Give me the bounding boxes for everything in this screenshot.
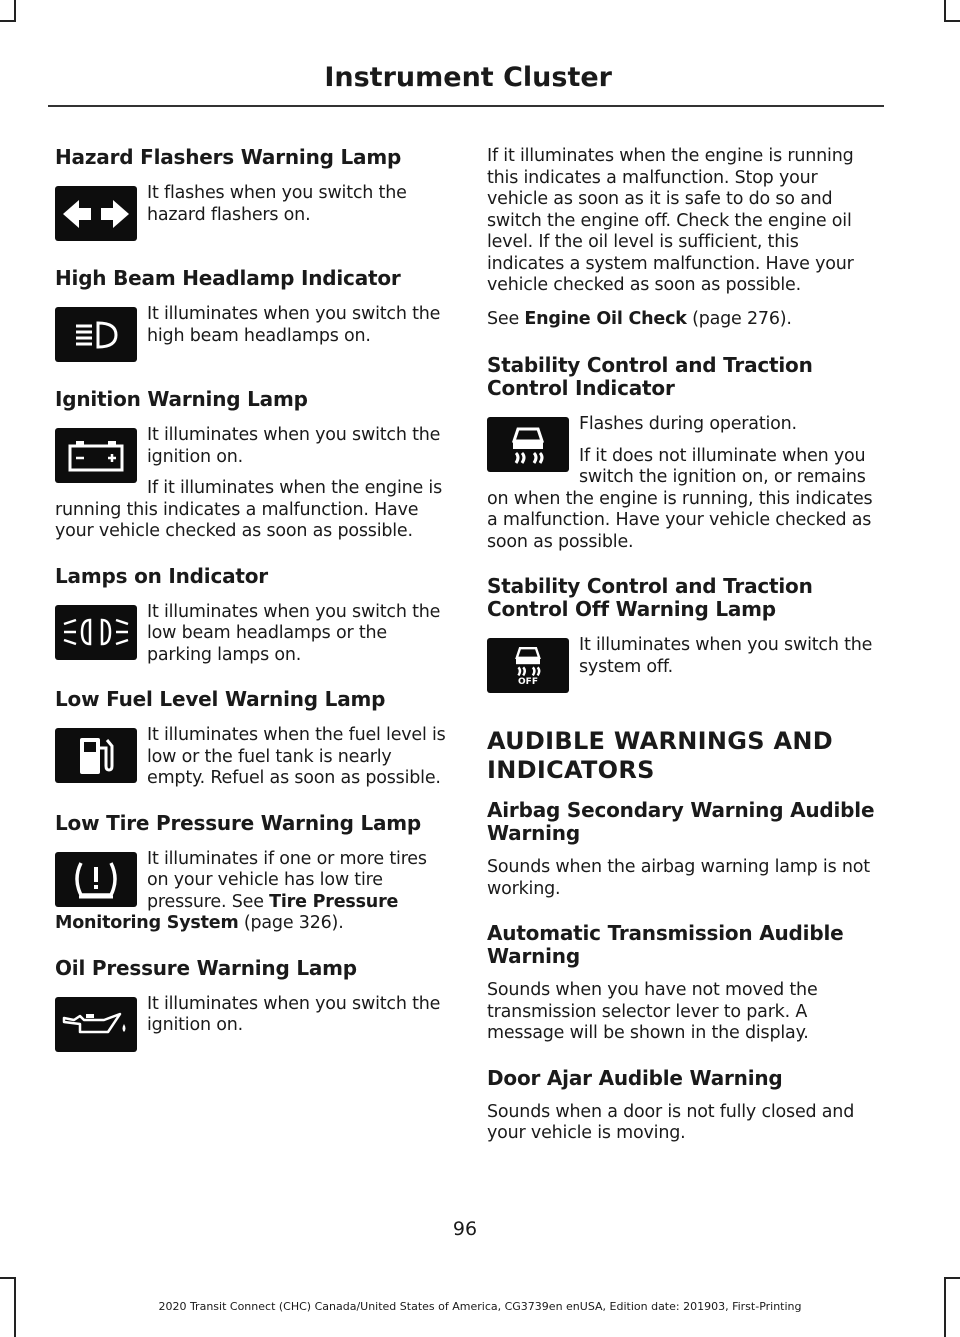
section-heading: Low Tire Pressure Warning Lamp xyxy=(55,810,422,835)
oil-can-icon xyxy=(55,997,137,1052)
section-heading: High Beam Headlamp Indicator xyxy=(55,266,401,290)
stability-control-icon xyxy=(487,417,569,472)
hazard-flashers-icon xyxy=(55,186,137,241)
section-heading: Lamps on Indicator xyxy=(55,563,268,588)
section-lamps-on: Lamps on Indicator It illuminates when you switch the low beam headlamps or the parking lamps on. xyxy=(55,565,447,667)
off-label: OFF xyxy=(518,676,538,687)
section-title: AUDIBLE WARNINGS AND INDICATORS xyxy=(487,727,833,784)
lamps-on-icon xyxy=(55,605,137,660)
section-low-fuel: Low Fuel Level Warning Lamp It illuminates when the fuel level is low or the fuel tank is nearly empty. Refuel as soon as possible. xyxy=(55,687,446,788)
left-column xyxy=(55,146,447,1078)
right-column: If it illuminates when the engine is running this indicates a malfunction. Stop your vehicle as soon as it is safe to do so and switch the engine off. Check the engine oil level. If the oil level is sufficient, this indicates a system malfunction. Have your vehicle checked as soon as possible. See Engine Oil Check (page 276). Stability Control and Traction Control Indicator Flashes during operation. If it does not illuminate when you switch the ignition on, or remains on when the engine is running, this indicates a malfunction. Have your vehicle checked as soon as possible. Stability Control and Traction Control Off Warning Lamp OFF It illuminates when you switch the system off. AUDIBLE WARNINGS AND INDICATORS Airbag Secondary Warning Audible Warning Sounds when the airbag warning lamp is not working. Automatic Transmission Audible Warning Sounds when you have not moved the transmission selector lever to park. A message will be shown in the display. Door Ajar Audible Warning Sounds when a door is not fully closed and your vehicle is moving. xyxy=(487,146,880,1167)
section-heading: Automatic Transmission Audible Warning xyxy=(487,921,844,968)
section-heading: Door Ajar Audible Warning xyxy=(487,1065,783,1090)
fuel-pump-icon xyxy=(55,728,137,783)
section-heading: Airbag Secondary Warning Audible Warning xyxy=(487,798,875,845)
section-heading: Low Fuel Level Warning Lamp xyxy=(55,687,386,711)
page-title: Instrument Cluster xyxy=(324,62,612,93)
section-stability-control: Stability Control and Traction Control Indicator Flashes during operation. If it does not illuminate when you switch the ignition on, or remains on when the engine is running, this indicates a malfunction. Have your vehicle checked as soon as possible. xyxy=(487,354,880,553)
crop-mark xyxy=(944,20,960,22)
section-high-beam: High Beam Headlamp Indicator It illuminates when you switch the high beam headlamps on. xyxy=(55,267,447,366)
engine-oil-check-link[interactable]: Engine Oil Check xyxy=(524,308,687,329)
oil-continued-text: If it illuminates when the engine is running this indicates a malfunction. Stop your vehicle as soon as it is safe to do so and switch the engine off. Check the engine oil level. If the oil level is sufficient, this indicates a system malfunction. Have your vehicle checked as soon as possible. xyxy=(487,146,854,295)
crop-mark xyxy=(0,1277,16,1279)
section-heading: Stability Control and Traction Control Indicator xyxy=(487,353,813,400)
section-heading: Stability Control and Traction Control Off Warning Lamp xyxy=(487,574,813,621)
section-heading: Hazard Flashers Warning Lamp xyxy=(55,145,402,169)
section-low-tire-pressure: Low Tire Pressure Warning Lamp It illuminates if one or more tires on your vehicle has low tire pressure. See Tire Pressure Monitoring System (page 326). xyxy=(55,812,447,935)
crop-mark xyxy=(0,20,16,22)
crop-mark xyxy=(944,0,946,20)
tire-pressure-link[interactable]: Tire Pressure Monitoring System xyxy=(55,891,399,933)
section-door-ajar-audible: Door Ajar Audible Warning Sounds when a door is not fully closed and your vehicle is moving. xyxy=(487,1067,880,1145)
crop-mark xyxy=(944,1277,960,1279)
high-beam-icon xyxy=(55,307,137,362)
footer-text: 2020 Transit Connect (CHC) Canada/United States of America, CG3739en enUSA, Edition date: 201903, First-Printing xyxy=(158,1300,802,1313)
section-stability-control-off: Stability Control and Traction Control Off Warning Lamp OFF It illuminates when you switch the system off. xyxy=(487,575,880,697)
header-rule xyxy=(48,105,884,107)
section-ignition: Ignition Warning Lamp It illuminates when you switch the ignition on. If it illuminates when the engine is running this indicates a malfunction. Have your vehicle checked as soon as possible. xyxy=(55,388,447,543)
section-airbag-audible: Airbag Secondary Warning Audible Warning Sounds when the airbag warning lamp is not working. xyxy=(487,799,880,900)
section-hazard-flashers: Hazard Flashers Warning Lamp It flashes when you switch the hazard flashers on. xyxy=(55,146,447,245)
battery-icon xyxy=(55,428,137,483)
section-transmission-audible: Automatic Transmission Audible Warning Sounds when you have not moved the transmission selector lever to park. A message will be shown in the display. xyxy=(487,922,880,1045)
crop-mark xyxy=(14,0,16,20)
stability-control-off-icon xyxy=(487,638,569,693)
page-number: 96 xyxy=(452,1218,478,1240)
tire-pressure-icon xyxy=(55,852,137,907)
section-heading: Ignition Warning Lamp xyxy=(55,387,308,411)
section-heading: Oil Pressure Warning Lamp xyxy=(55,955,357,980)
section-oil-pressure: Oil Pressure Warning Lamp It illuminates when you switch the ignition on. xyxy=(55,957,447,1056)
